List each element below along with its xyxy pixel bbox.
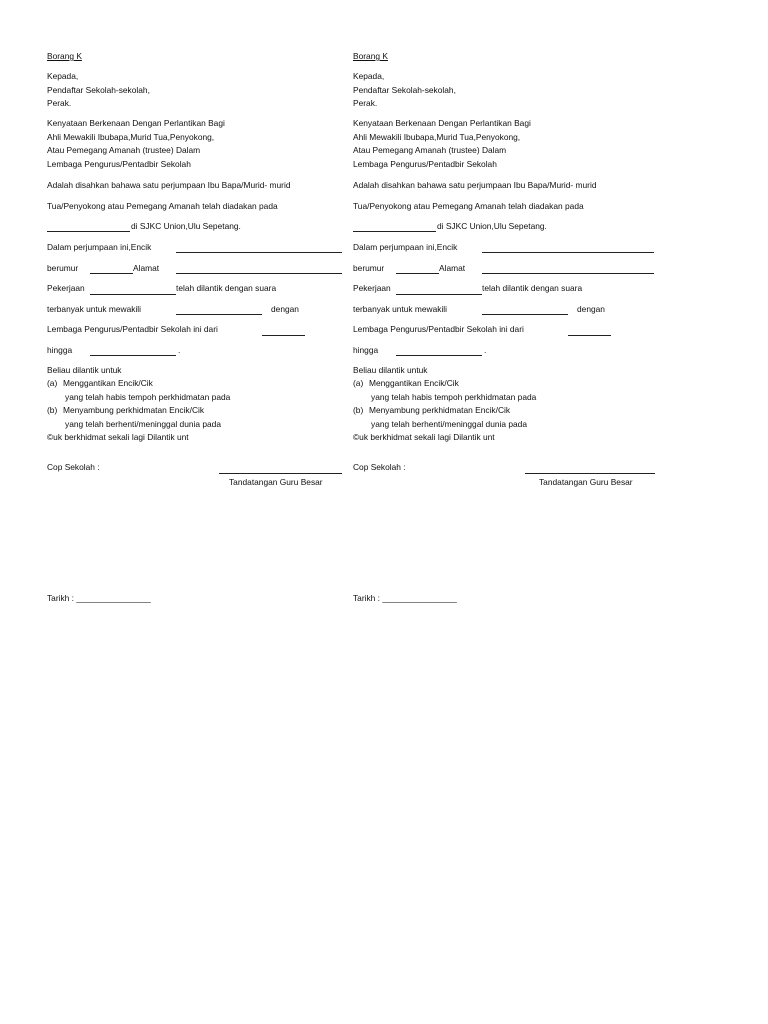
meeting-date-field[interactable] — [353, 231, 436, 232]
dengan-label: dengan — [577, 304, 605, 314]
option-b-mark: (b) — [353, 405, 364, 415]
date-label: Tarikh : ________________ — [353, 593, 457, 603]
option-a-line-1: Menggantikan Encik/Cik — [369, 378, 459, 388]
from-date-field[interactable] — [568, 335, 611, 336]
until-label: hingga — [353, 345, 379, 355]
represent-field[interactable] — [176, 314, 262, 315]
until-date-field[interactable] — [90, 355, 176, 356]
age-label: berumur — [353, 263, 385, 273]
signature-label: Tandatangan Guru Besar — [229, 477, 323, 487]
statement-line-2: Ahli Mewakili Ibubapa,Murid Tua,Penyokong, — [353, 132, 521, 142]
appointed-label: telah dilantik dengan suara — [482, 283, 583, 293]
meeting-label: Dalam perjumpaan ini,Encik — [47, 242, 152, 252]
board-label: Lembaga Pengurus/Pentadbir Sekolah ini dari — [47, 324, 218, 334]
address-label: Alamat — [439, 263, 466, 273]
option-a-line-1: Menggantikan Encik/Cik — [63, 378, 153, 388]
option-b-mark: (b) — [47, 405, 58, 415]
statement-line-3: Atau Pemegang Amanah (trustee) Dalam — [47, 145, 201, 155]
job-label: Pekerjaan — [47, 283, 85, 293]
body-line-2: Tua/Penyokong atau Pemegang Amanah telah diadakan pada — [353, 201, 584, 211]
name-field[interactable] — [176, 252, 342, 253]
signature-field[interactable] — [525, 473, 655, 474]
option-c-line: ©uk berkhidmat sekali lagi Dilantik unt — [353, 432, 495, 442]
appointed-for-label: Beliau dilantik untuk — [47, 365, 122, 375]
meeting-date-field[interactable] — [47, 231, 130, 232]
name-field[interactable] — [482, 252, 654, 253]
period-mark: . — [178, 345, 181, 355]
recipient-line-2: Pendaftar Sekolah-sekolah, — [47, 85, 150, 95]
signature-label: Tandatangan Guru Besar — [539, 477, 633, 487]
statement-line-1: Kenyataan Berkenaan Dengan Perlantikan Bagi — [47, 118, 225, 128]
represent-field[interactable] — [482, 314, 568, 315]
option-c-line: ©uk berkhidmat sekali lagi Dilantik unt — [47, 432, 189, 442]
recipient-line-3: Perak. — [353, 98, 378, 108]
until-date-field[interactable] — [396, 355, 482, 356]
body-line-2: Tua/Penyokong atau Pemegang Amanah telah diadakan pada — [47, 201, 278, 211]
job-field[interactable] — [396, 294, 482, 295]
option-a-mark: (a) — [353, 378, 364, 388]
form-right — [353, 0, 653, 1024]
form-title: Borang K — [353, 51, 388, 61]
meeting-label: Dalam perjumpaan ini,Encik — [353, 242, 458, 252]
statement-line-1: Kenyataan Berkenaan Dengan Perlantikan Bagi — [353, 118, 531, 128]
option-a-mark: (a) — [47, 378, 58, 388]
option-b-line-1: Menyambung perkhidmatan Encik/Cik — [63, 405, 205, 415]
job-label: Pekerjaan — [353, 283, 391, 293]
form-left — [47, 0, 347, 1024]
signature-field[interactable] — [219, 473, 342, 474]
appointed-label: telah dilantik dengan suara — [176, 283, 277, 293]
body-line-1: Adalah disahkan bahawa satu perjumpaan Ibu Bapa/Murid- murid — [47, 180, 291, 190]
school-stamp-label: Cop Sekolah : — [47, 462, 100, 472]
option-b-line-2: yang telah berhenti/meninggal dunia pada — [65, 419, 221, 429]
body-line-1: Adalah disahkan bahawa satu perjumpaan Ibu Bapa/Murid- murid — [353, 180, 597, 190]
period-mark: . — [484, 345, 487, 355]
option-a-line-2: yang telah habis tempoh perkhidmatan pada — [65, 392, 231, 402]
board-label: Lembaga Pengurus/Pentadbir Sekolah ini dari — [353, 324, 524, 334]
age-label: berumur — [47, 263, 79, 273]
age-field[interactable] — [90, 273, 133, 274]
date-label: Tarikh : ________________ — [47, 593, 151, 603]
address-field[interactable] — [482, 273, 654, 274]
statement-line-3: Atau Pemegang Amanah (trustee) Dalam — [353, 145, 507, 155]
statement-line-4: Lembaga Pengurus/Pentadbir Sekolah — [47, 159, 191, 169]
option-b-line-2: yang telah berhenti/meninggal dunia pada — [371, 419, 527, 429]
school-stamp-label: Cop Sekolah : — [353, 462, 406, 472]
until-label: hingga — [47, 345, 73, 355]
recipient-line-2: Pendaftar Sekolah-sekolah, — [353, 85, 456, 95]
appointed-for-label: Beliau dilantik untuk — [353, 365, 428, 375]
majority-label: terbanyak untuk mewakili — [353, 304, 448, 314]
recipient-line-1: Kepada, — [353, 71, 385, 81]
venue-text: di SJKC Union,Ulu Sepetang. — [437, 221, 547, 231]
dengan-label: dengan — [271, 304, 299, 314]
age-field[interactable] — [396, 273, 439, 274]
venue-text: di SJKC Union,Ulu Sepetang. — [131, 221, 241, 231]
job-field[interactable] — [90, 294, 176, 295]
statement-line-4: Lembaga Pengurus/Pentadbir Sekolah — [353, 159, 497, 169]
address-field[interactable] — [176, 273, 342, 274]
address-label: Alamat — [133, 263, 160, 273]
statement-line-2: Ahli Mewakili Ibubapa,Murid Tua,Penyokong, — [47, 132, 215, 142]
option-a-line-2: yang telah habis tempoh perkhidmatan pada — [371, 392, 537, 402]
recipient-line-3: Perak. — [47, 98, 72, 108]
from-date-field[interactable] — [262, 335, 305, 336]
majority-label: terbanyak untuk mewakili — [47, 304, 142, 314]
form-title: Borang K — [47, 51, 82, 61]
option-b-line-1: Menyambung perkhidmatan Encik/Cik — [369, 405, 511, 415]
recipient-line-1: Kepada, — [47, 71, 79, 81]
